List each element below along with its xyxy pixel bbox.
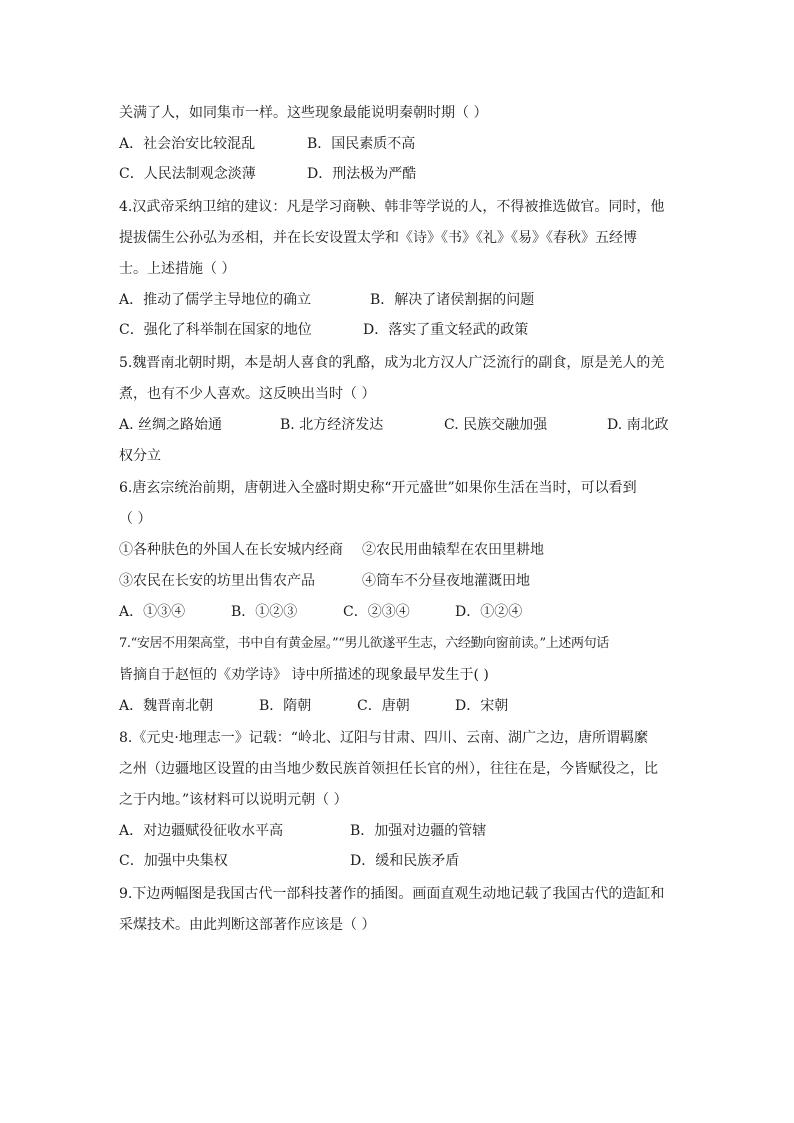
question-6-stem-line-1: 6.唐玄宗统治前期，唐朝进入全盛时期史称“开元盛世”如果你生活在当时，可以看到 [119, 480, 637, 496]
question-5-option-a: A. 丝绸之路始通 [119, 417, 223, 433]
question-8-option-c: C．加强中央集权 [119, 853, 228, 869]
question-5-option-d-wrap: 权分立 [119, 448, 161, 464]
question-8-stem-line-1: 8.《元史·地理志一》记载：“岭北、辽阳与甘肃、四川、云南、湖广之边，唐所谓羁縻 [119, 730, 648, 746]
question-4-option-c: C．强化了科举制在国家的地位 [119, 322, 312, 338]
question-4-stem-line-3: 士。上述措施（ ） [119, 261, 236, 277]
question-7-option-c: C．唐朝 [357, 698, 410, 714]
question-5-stem-line-2: 煮，也有不少人喜欢。这反映出当时（ ） [119, 386, 376, 402]
question-6-option-c: C．②③④ [343, 604, 410, 620]
question-3-option-c: C．人民法制观念淡薄 [119, 166, 256, 182]
question-8-option-d: D．缓和民族矛盾 [350, 853, 460, 869]
question-6-item-3: ③农民在长安的坊里出售农产品 [119, 573, 315, 589]
question-9-stem-line-2: 采煤技术。由此判断这部著作应该是（ ） [119, 917, 376, 933]
question-5-option-c: C. 民族交融加强 [444, 417, 548, 433]
question-3-stem: 关满了人，如同集市一样。这些现象最能说明秦朝时期（ ） [119, 105, 488, 121]
question-8-option-a: A．对边疆赋役征收水平高 [119, 823, 284, 839]
question-5-option-b: B. 北方经济发达 [280, 417, 384, 433]
question-4-stem-line-2: 提拔儒生公孙弘为丞相，并在长安设置太学和《诗》《书》《礼》《易》《春秋》五经博 [119, 230, 637, 246]
question-7-stem-line-1: 7.“安居不用架高堂，书中自有黄金屋。”“男儿欲遂平生志，六经勤向窗前读。”上述两句话 [119, 636, 609, 651]
question-3-option-d: D．刑法极为严酷 [307, 166, 417, 182]
question-6-option-d: D．①②④ [455, 604, 523, 620]
question-5-stem-line-1: 5.魏晋南北朝时期，本是胡人喜食的乳酪，成为北方汉人广泛流行的副食，原是羌人的羌 [119, 355, 665, 371]
question-6-item-1: ①各种肤色的外国人在长安城内经商 [119, 542, 343, 558]
question-7-option-b: B．隋朝 [259, 698, 312, 714]
question-3-option-b: B．国民素质不高 [307, 136, 416, 152]
question-5-option-d: D. 南北政 [607, 417, 669, 433]
question-4-stem-line-1: 4.汉武帝采纳卫绾的建议：凡是学习商鞅、韩非等学说的人，不得被推选做官。同时，他 [119, 199, 665, 215]
question-6-item-4: ④筒车不分昼夜地灌溉田地 [362, 573, 530, 589]
question-6-option-a: A．①③④ [119, 604, 186, 620]
question-4-option-d: D．落实了重文轻武的政策 [363, 322, 529, 338]
question-4-option-a: A．推动了儒学主导地位的确立 [119, 292, 312, 308]
question-7-option-d: D．宋朝 [455, 698, 509, 714]
question-6-stem-line-2: （ ） [119, 511, 152, 527]
question-3-option-a: A．社会治安比较混乱 [119, 136, 256, 152]
question-7-option-a: A．魏晋南北朝 [119, 698, 214, 714]
question-6-option-b: B．①②③ [231, 604, 298, 620]
question-8-stem-line-2: 之州（边疆地区设置的由当地少数民族首领担任长官的州），往往在是，今皆赋役之，比 [119, 761, 658, 777]
question-8-option-b: B．加强对边疆的管辖 [350, 823, 487, 839]
question-9-stem-line-1: 9.下边两幅图是我国古代一部科技著作的插图。画面直观生动地记载了我国古代的造缸和 [119, 886, 665, 902]
question-6-item-2: ②农民用曲辕犁在农田里耕地 [362, 542, 544, 558]
question-8-stem-line-3: 之于内地。”该材料可以说明元朝（ ） [119, 792, 348, 808]
question-7-stem-line-2: 皆摘自于赵恒的《劝学诗》 诗中所描述的现象最早发生于( ) [119, 667, 489, 683]
question-4-option-b: B．解决了诸侯割据的问题 [370, 292, 535, 308]
